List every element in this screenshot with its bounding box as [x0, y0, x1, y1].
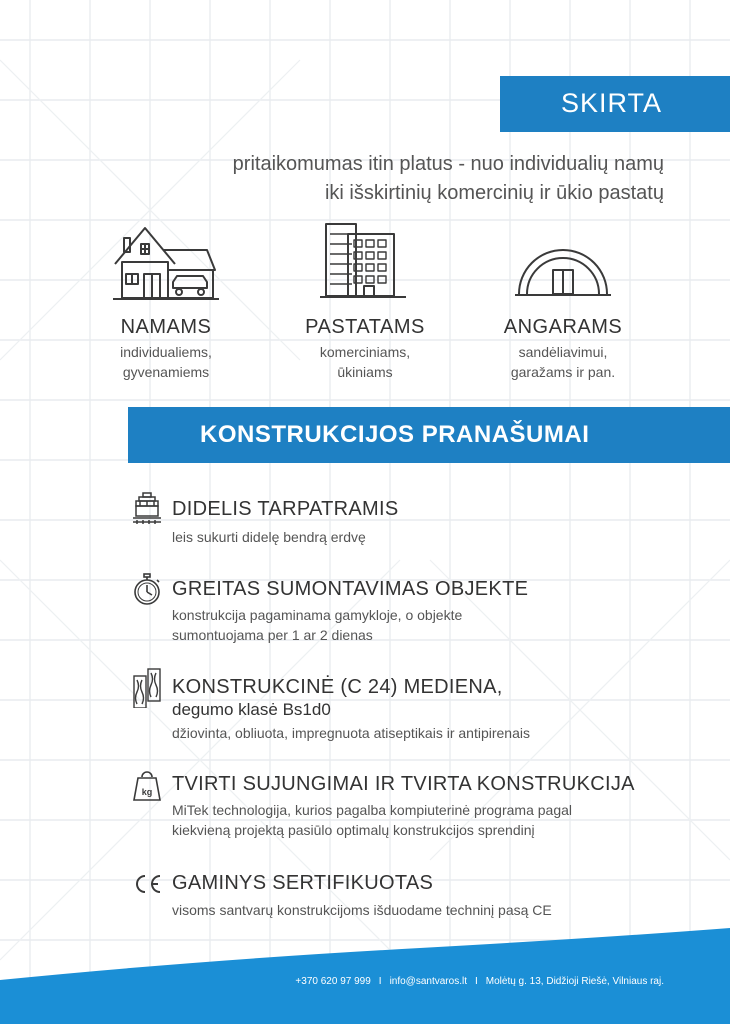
building-icon — [320, 222, 410, 302]
kg-weight-icon — [132, 768, 162, 802]
intro-line-1: pritaikomumas itin platus - nuo individualių namų — [232, 153, 664, 175]
span-truss-icon — [132, 492, 162, 526]
category-subtitle-1: individualiems, — [120, 344, 212, 360]
category-title: ANGARAMS — [503, 316, 623, 338]
advantage-item — [132, 668, 692, 748]
house-icon — [111, 222, 221, 302]
advantage-subtitle: degumo klasė Bs1d0 — [172, 700, 331, 719]
advantages-title: KONSTRUKCIJOS PRANAŠUMAI — [200, 421, 590, 448]
category-subtitle-1: komerciniams, — [319, 344, 411, 360]
advantage-item — [132, 868, 692, 924]
advantage-title: DIDELIS TARPATRAMIS — [172, 498, 399, 520]
footer-separator: I — [474, 976, 478, 987]
footer-email[interactable]: info@santvaros.lt — [389, 976, 467, 987]
category-angarams — [473, 222, 653, 382]
footer-separator: I — [378, 976, 382, 987]
timber-icon — [132, 668, 162, 708]
advantage-desc-2: kiekvieną projektą pasiūlo optimalų konstrukcijos sprendinį — [172, 822, 535, 838]
footer-phone[interactable]: +370 620 97 999 — [295, 976, 371, 987]
category-subtitle-2: ūkiniams — [337, 364, 393, 380]
category-title: PASTATAMS — [305, 316, 425, 338]
svg-text:kg: kg — [141, 787, 153, 797]
advantage-item — [132, 573, 692, 647]
category-title: NAMAMS — [120, 316, 212, 338]
footer-contacts — [295, 976, 664, 987]
advantage-desc-1: džiovinta, obliuota, impregnuota atiseptikais ir antipirenais — [172, 725, 530, 741]
advantages-banner — [128, 407, 730, 463]
advantage-desc-1: visoms santvarų konstrukcijoms išduodame techninį pasą CE — [172, 902, 552, 918]
advantage-title: GREITAS SUMONTAVIMAS OBJEKTE — [172, 578, 529, 600]
category-pastatams — [275, 222, 455, 382]
footer-address: Molėtų g. 13, Didžioji Riešė, Vilniaus raj. — [485, 976, 664, 987]
advantage-title: GAMINYS SERTIFIKUOTAS — [172, 872, 434, 894]
category-subtitle-2: garažams ir pan. — [510, 364, 616, 380]
advantage-desc-1: konstrukcija pagaminama gamykloje, o objekte — [172, 607, 463, 623]
skirta-title: SKIRTA — [560, 88, 662, 118]
footer-wave — [0, 920, 730, 1024]
stopwatch-icon — [132, 573, 162, 607]
advantage-desc-1: MiTek technologija, kurios pagalba kompiuterinė programa pagal — [172, 802, 573, 818]
advantage-item — [132, 768, 692, 842]
advantage-title: TVIRTI SUJUNGIMAI IR TVIRTA KONSTRUKCIJA — [172, 773, 635, 795]
category-subtitle-1: sandėliavimui, — [518, 344, 608, 360]
advantage-desc-2: sumontuojama per 1 ar 2 dienas — [172, 627, 373, 643]
skirta-banner — [500, 76, 730, 132]
hangar-icon — [513, 222, 613, 302]
category-subtitle-2: gyvenamiems — [122, 364, 210, 380]
ce-mark-icon — [132, 868, 162, 902]
advantage-desc-1: leis sukurti didelę bendrą erdvę — [172, 529, 366, 545]
intro-line-2: iki išskirtinių komercinių ir ūkio pastatų — [324, 182, 664, 204]
intro-text — [64, 150, 664, 208]
advantage-title: KONSTRUKCINĖ (C 24) MEDIENA, — [172, 676, 503, 698]
category-namams — [76, 222, 256, 382]
advantage-item — [132, 492, 692, 552]
